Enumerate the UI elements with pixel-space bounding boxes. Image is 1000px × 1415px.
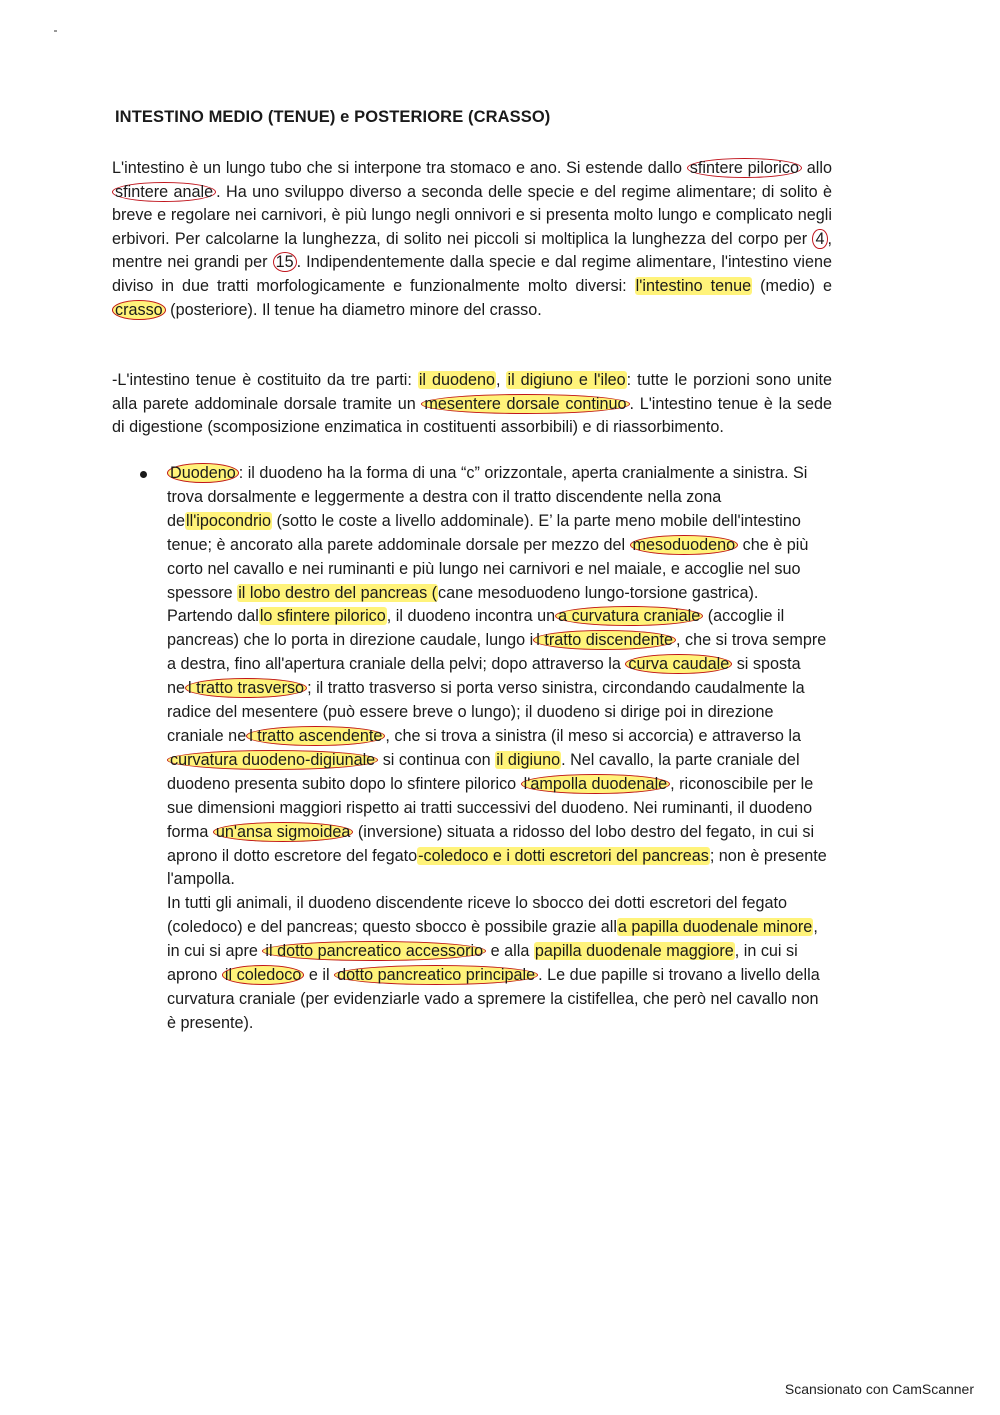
text-run: , che si trova a sinistra (il meso si accorcia) e attraverso la <box>385 726 802 745</box>
text-run: L'intestino è un lungo tubo che si interpone tra stomaco e ano. Si estende dallo <box>112 159 687 177</box>
text-run: , il duodeno incontra un <box>386 607 556 626</box>
text-run: (posteriore). Il tenue ha diametro minore del crasso. <box>165 300 542 319</box>
highlighted-term: l'ampolla duodenale <box>521 774 671 794</box>
text-run: In tutti gli animali, il duodeno discendente riceve lo sbocco dei dotti escretori del fegato (coledoco) e del pancreas; questo sbocco è possibile grazie all <box>167 894 787 937</box>
text-run: . Ha uno sviluppo diverso a seconda delle specie e del regime alimentare; di solito è breve e regolare nei carnivori, è più lungo negli onnivori e si presenta molto lungo e complicato negli erbivori. Per calcolarne la lunghezza, di solito nei piccoli si moltiplica la lunghezza del corpo per <box>112 182 832 248</box>
highlighted-term: l tratto discendente <box>533 630 676 650</box>
highlighted-term: curva caudale <box>625 654 732 674</box>
text-run: -L'intestino tenue è costituito da tre parti: <box>112 371 418 389</box>
intro-paragraph <box>112 157 832 322</box>
text-run: . L'intestino tenue è la sede di digestione (scomposizione enzimatica in costituenti assorbibili) e di riassorbimento. <box>112 394 832 437</box>
highlighted-term: l'intestino tenue <box>635 276 752 295</box>
highlighted-term: crasso <box>112 300 166 320</box>
highlighted-term: dotto pancreatico principale <box>334 965 538 985</box>
text-run: cane mesoduodeno lungo-torsione gastrica). Partendo dal <box>167 583 759 626</box>
text-run: . Indipendentemente dalla specie e dal regime alimentare, l'intestino viene diviso in due tratti morfologicamente e funzionalmente molto diversi: <box>112 253 832 295</box>
circled-number: 4 <box>812 229 827 249</box>
highlighted-term: a curvatura craniale <box>555 606 703 626</box>
text-run: si continua con <box>378 750 496 769</box>
highlighted-term: l tratto ascendente <box>246 726 385 746</box>
text-run: . Nel cavallo, la parte craniale del duodeno presenta subito dopo lo sfintere pilorico <box>167 750 800 793</box>
text-run: (accoglie il pancreas) che lo porta in direzione caudale, lungo i <box>167 607 785 650</box>
highlighted-term: il coledoco <box>222 965 305 985</box>
text-run: , in cui si apre <box>167 918 818 961</box>
circled-term: sfintere pilorico <box>687 158 802 178</box>
bullet-dot-icon <box>140 471 147 478</box>
text-run: e alla <box>486 942 534 961</box>
highlighted-term: il duodeno <box>418 371 496 389</box>
highlighted-term: papilla duodenale maggiore <box>534 942 734 961</box>
text-run: , che si trova sempre a destra, fino all'apertura craniale della pelvi; dopo attraverso la <box>167 631 827 674</box>
text-run: si sposta ne <box>167 655 801 698</box>
text-run: : tutte le porzioni sono unite alla parete addominale dorsale tramite un <box>112 371 832 413</box>
duodeno-bullet <box>167 462 827 1036</box>
text-run: (sotto le coste a livello addominale). E’ la parte meno mobile dell'intestino tenue; è ancorato alla parete addominale dorsale per mezzo del <box>167 511 801 554</box>
highlighted-term: -coledoco e i dotti escretori del pancreas <box>418 846 709 865</box>
text-run: (inversione) situata a ridosso del lobo destro del fegato, in cui si aprono il dotto escretore del fegato <box>167 822 815 865</box>
highlighted-term: curvatura duodeno-digiunale <box>167 750 378 770</box>
highlighted-term: l tratto trasverso <box>185 678 307 698</box>
text-run: ; il tratto trasverso si porta verso sinistra, circondando caudalmente la radice del mesentere (può essere breve o lungo); il duodeno si dirige poi in direzione craniale ne <box>167 679 805 745</box>
highlighted-term: un'ansa sigmoidea <box>213 822 353 842</box>
page-title: INTESTINO MEDIO (TENUE) e POSTERIORE (CRASSO) <box>115 108 551 126</box>
text-run: , mentre nei grandi per <box>112 229 832 272</box>
text-run: , riconoscibile per le sue dimensioni maggiori rispetto ai tratti successivi del duodeno. Nei ruminanti, il duodeno forma <box>167 774 814 841</box>
highlighted-term: lo sfintere pilorico <box>259 607 386 626</box>
highlighted-term: il lobo destro del pancreas ( <box>238 583 438 602</box>
text-run: (medio) e <box>752 276 832 295</box>
text-run: e il <box>304 966 335 985</box>
highlighted-term: a papilla duodenale minore <box>617 918 813 937</box>
highlighted-term: il dotto pancreatico accessorio <box>262 941 486 961</box>
text-run: , <box>496 371 507 389</box>
circled-term: sfintere anale <box>112 182 216 202</box>
circled-number: 15 <box>273 252 297 272</box>
text-run: , in cui si aprono <box>167 942 798 985</box>
text-run: ; non è presente l'ampolla. <box>167 846 827 889</box>
text-run: che è più corto nel cavallo e nei ruminanti e più lungo nei carnivori e nel maiale, e accoglie nel suo spessore <box>167 535 809 602</box>
camscanner-footer: Scansionato con CamScanner <box>784 1381 974 1397</box>
highlighted-term: il digiuno <box>496 750 561 769</box>
highlighted-term: il digiuno e l'ileo <box>507 371 626 389</box>
text-run: . Le due papille si trovano a livello della curvatura craniale (per evidenziarle vado a spremere la cistifellea, che però nel cavallo non è presente). <box>167 966 820 1032</box>
text-run: : il duodeno ha la forma di una “c” orizzontale, aperta cranialmente a sinistra. Si trova dorsalmente e leggermente a destra con il tratto discendente nella zona de <box>167 464 808 530</box>
scan-speck <box>54 30 57 32</box>
text-run: allo <box>801 159 832 177</box>
highlighted-term: ll'ipocondrio <box>186 511 271 530</box>
highlighted-term: mesoduodeno <box>630 535 739 555</box>
highlighted-term: mesentere dorsale continuo <box>421 394 629 414</box>
highlighted-term: Duodeno <box>167 463 239 483</box>
tenue-paragraph <box>112 369 832 440</box>
